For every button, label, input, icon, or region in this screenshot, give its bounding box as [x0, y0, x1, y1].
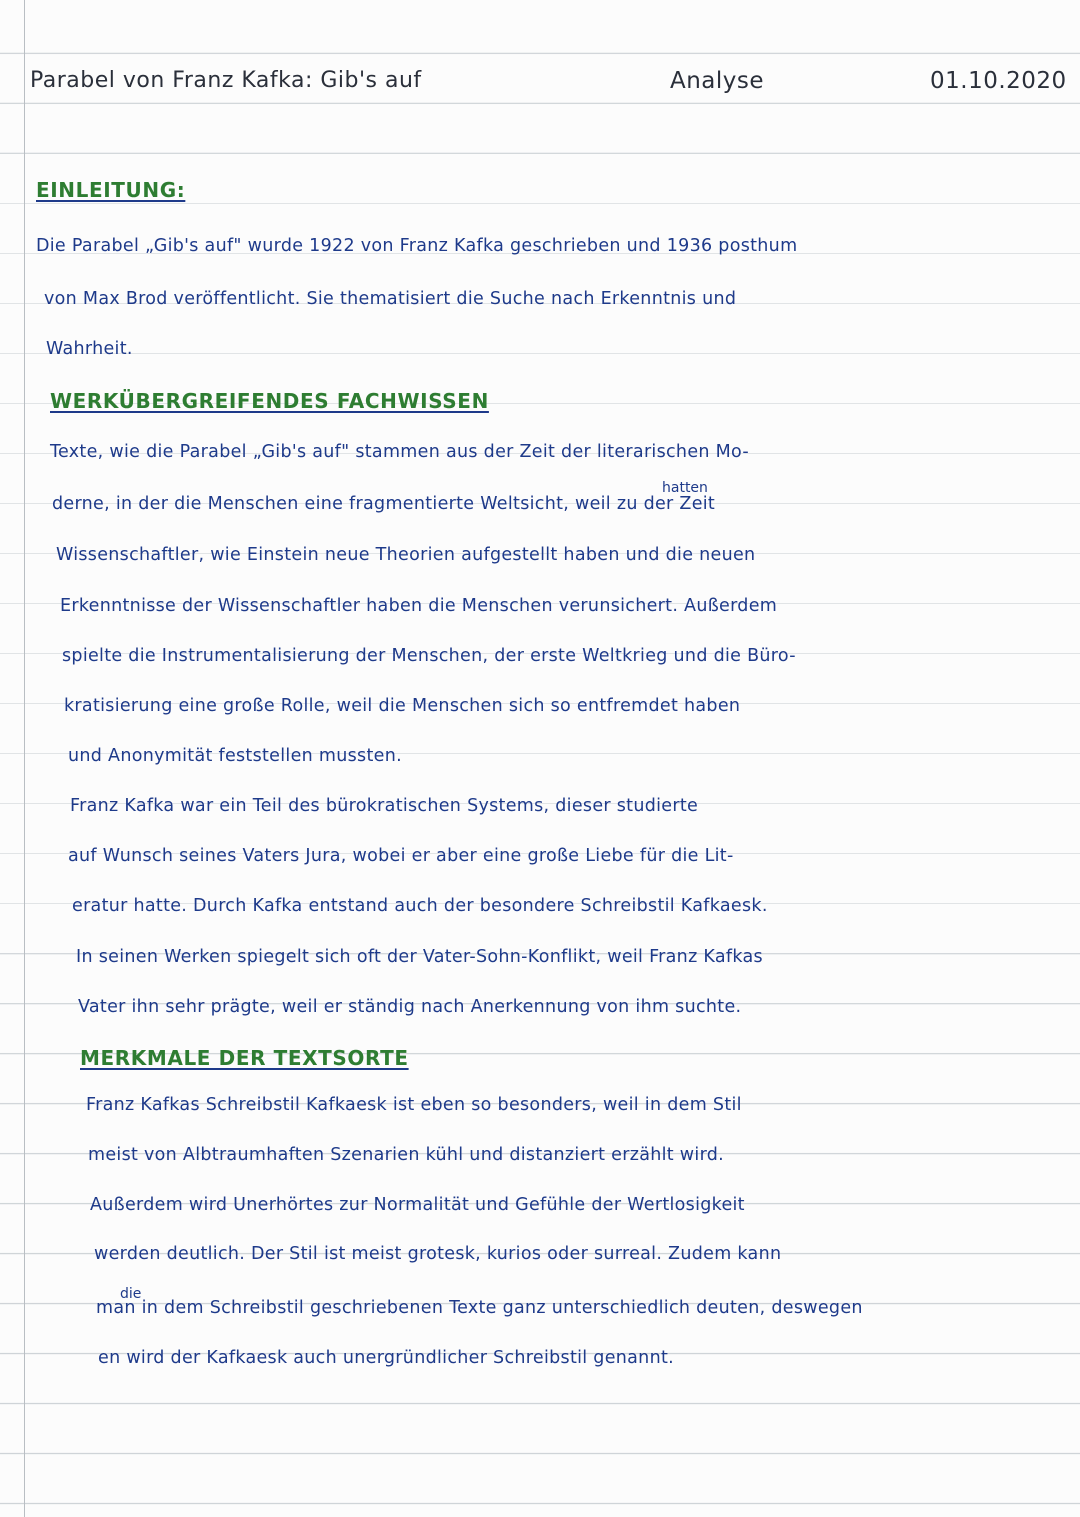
text-line: Texte, wie die Parabel „Gib's auf" stammen aus der Zeit der literarischen Mo- [50, 442, 749, 462]
document-type: Analyse [670, 68, 765, 94]
text-line: Franz Kafka war ein Teil des bürokratischen Systems, dieser studierte [70, 796, 699, 816]
inserted-word: hatten [662, 480, 708, 496]
text-line: Wissenschaftler, wie Einstein neue Theorien aufgestellt haben und die neuen [56, 545, 756, 565]
text-line: Außerdem wird Unerhörtes zur Normalität und Gefühle der Wertlosigkeit [90, 1195, 745, 1215]
text-line: werden deutlich. Der Stil ist meist grotesk, kurios oder surreal. Zudem kann [94, 1244, 782, 1264]
text-line: Franz Kafkas Schreibstil Kafkaesk ist eben so besonders, weil in dem Stil [86, 1095, 742, 1115]
text-line: meist von Albtraumhaften Szenarien kühl und distanziert erzählt wird. [88, 1145, 725, 1165]
section-heading-merkmale: MERKMALE DER TEXTSORTE [80, 1046, 409, 1070]
text-line: en wird der Kafkaesk auch unergründlicher Schreibstil genannt. [98, 1348, 674, 1368]
text-line: spielte die Instrumentalisierung der Menschen, der erste Weltkrieg und die Büro- [62, 646, 796, 666]
section-heading-einleitung: EINLEITUNG: [36, 178, 186, 202]
text-line: man in dem Schreibstil geschriebenen Texte ganz unterschiedlich deuten, deswegen [96, 1298, 863, 1318]
text-line: Die Parabel „Gib's auf" wurde 1922 von Franz Kafka geschrieben und 1936 posthum [36, 236, 798, 256]
inserted-word: die [120, 1286, 142, 1302]
margin-line [24, 0, 25, 1517]
document-date: 01.10.2020 [930, 68, 1067, 94]
section-heading-fachwissen: WERKÜBERGREIFENDES FACHWISSEN [50, 389, 489, 413]
text-line: von Max Brod veröffentlicht. Sie thematisiert die Suche nach Erkenntnis und [44, 289, 737, 309]
text-line: derne, in der die Menschen eine fragmentierte Weltsicht, weil zu der Zeit [52, 494, 716, 514]
text-line: kratisierung eine große Rolle, weil die Menschen sich so entfremdet haben [64, 696, 741, 716]
text-line: und Anonymität feststellen mussten. [68, 746, 402, 766]
text-line: auf Wunsch seines Vaters Jura, wobei er aber eine große Liebe für die Lit- [68, 846, 734, 866]
text-line: eratur hatte. Durch Kafka entstand auch der besondere Schreibstil Kafkaesk. [72, 896, 768, 916]
text-line: Erkenntnisse der Wissenschaftler haben die Menschen verunsichert. Außerdem [60, 596, 778, 616]
text-line: Wahrheit. [46, 339, 133, 359]
text-line: In seinen Werken spiegelt sich oft der Vater-Sohn-Konflikt, weil Franz Kafkas [76, 947, 763, 967]
text-line: Vater ihn sehr prägte, weil er ständig nach Anerkennung von ihm suchte. [78, 997, 742, 1017]
document-title: Parabel von Franz Kafka: Gib's auf [30, 68, 422, 93]
